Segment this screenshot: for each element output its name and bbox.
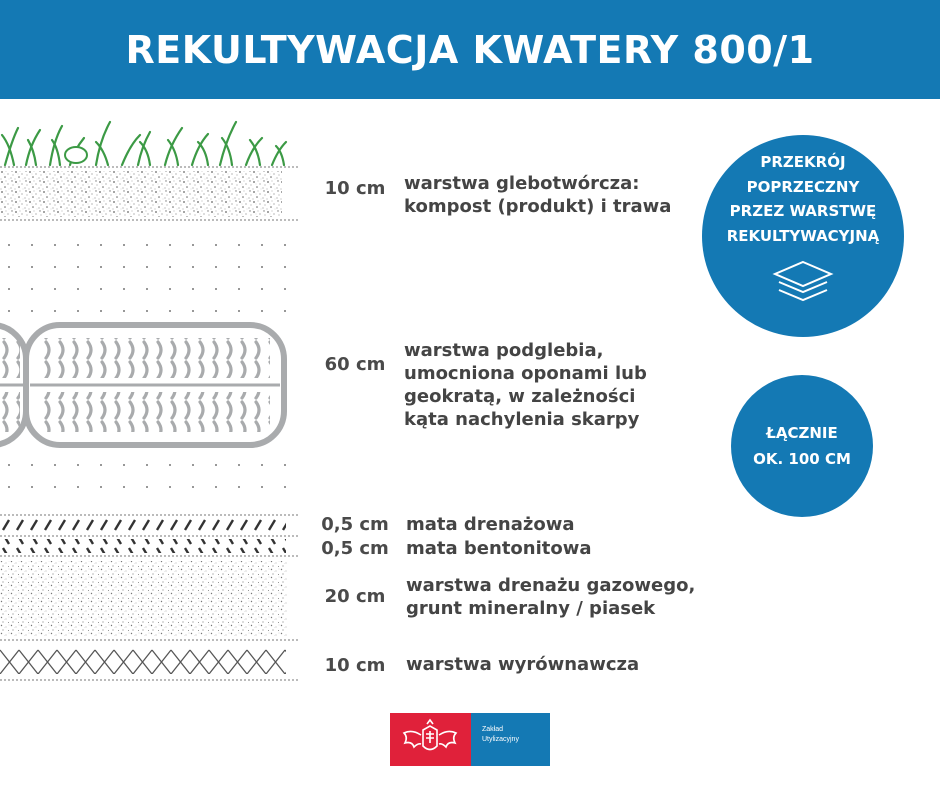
layer-drainage-mat bbox=[0, 515, 300, 532]
layer-description: mata drenażowa bbox=[406, 514, 575, 535]
gdansk-coat-of-arms-icon bbox=[390, 713, 471, 766]
cross-section-badge: PRZEKRÓJ POPRZECZNY PRZEZ WARSTWĘ REKULTYWACYJNĄ bbox=[702, 135, 904, 337]
tire-icon bbox=[0, 325, 26, 445]
layer-bentonite-mat bbox=[0, 536, 300, 556]
header-banner bbox=[0, 0, 940, 99]
layer-description: warstwa podglebia, umocniona oponami lub geokratą, w zależności kąta nachylenia skarpy bbox=[404, 340, 647, 430]
tire-icon bbox=[26, 325, 284, 445]
layer-description: warstwa glebotwórcza: kompost (produkt) i trawa bbox=[404, 173, 672, 217]
grass-icon bbox=[2, 122, 286, 165]
page-title: REKULTYWACJA KWATERY 800/1 bbox=[125, 27, 815, 72]
layer-levelling bbox=[0, 644, 300, 680]
layer-topsoil bbox=[0, 167, 300, 220]
layer-gas-drainage bbox=[0, 561, 300, 640]
layer-thickness: 60 cm bbox=[324, 354, 386, 375]
layer-subsoil bbox=[0, 232, 300, 508]
layer-description: warstwa wyrównawcza bbox=[406, 654, 640, 675]
layer-thickness: 10 cm bbox=[324, 655, 386, 676]
layer-thickness: 20 cm bbox=[324, 586, 386, 607]
layer-thickness: 10 cm bbox=[324, 178, 386, 199]
cross-section-illustration bbox=[0, 99, 310, 699]
layer-description: warstwa drenażu gazowego, grunt mineralny / piasek bbox=[406, 575, 696, 619]
layers-icon bbox=[771, 258, 835, 308]
total-depth-badge: ŁĄCZNIE OK. 100 CM bbox=[731, 375, 873, 517]
layer-thickness: 0,5 cm bbox=[321, 538, 389, 559]
logo-emblem bbox=[390, 713, 471, 766]
layer-description: mata bentonitowa bbox=[406, 538, 592, 559]
layer-thickness: 0,5 cm bbox=[321, 514, 389, 535]
logo-text: Zakład Utylizacyjny bbox=[471, 713, 550, 766]
